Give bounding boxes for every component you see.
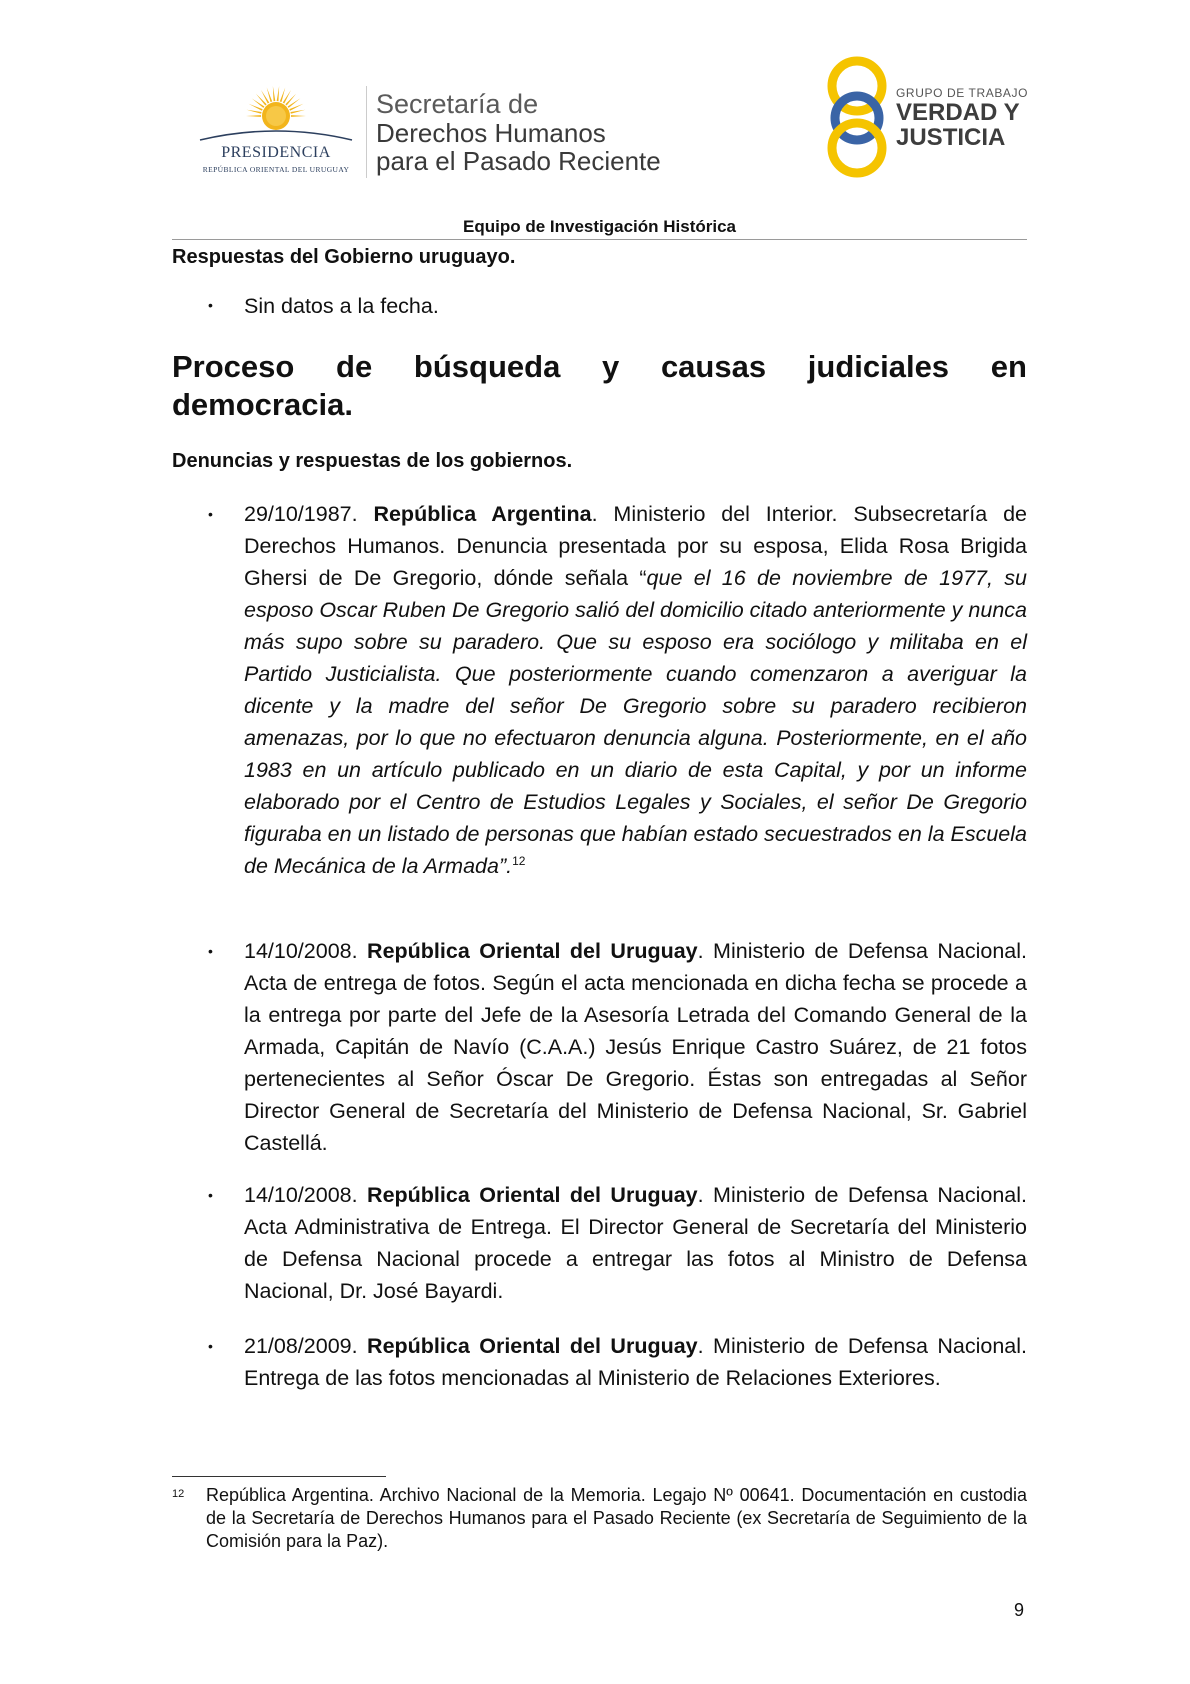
bullet-marker: • [208,1338,213,1354]
footnote-rule [172,1476,386,1477]
interlinked-rings-icon [822,56,892,178]
footnote-text: República Argentina. Archivo Nacional de la Memoria. Legajo Nº 00641. Documentación en custodia de la Secretaría de Derechos Humanos para el Pasado Reciente (ex Secretaría de Seguimiento de la Comisión para la Paz). [206,1485,1027,1551]
secretaria-line-1: Secretaría de [376,89,539,119]
item-text: . Ministerio de Defensa Nacional. Acta de entrega de fotos. Según el acta mencionada en dicha fecha se procede a la entrega por parte del Jefe de la Asesoría Letrada del Comando General de la Armada, Capitán de Navío (C.A.A.) Jesús Enrique Castro Suárez, de 21 fotos pertenecientes al Señor Óscar De Gregorio. Éstas son entregadas al Señor Director General de Secretaría del Ministerio de Defensa Nacional, Sr. Gabriel Castellá. [244,939,1027,1155]
header-divider [366,86,367,178]
list-item [244,935,1027,1159]
title-word: judiciales [807,349,950,384]
bullet-marker: • [208,506,213,522]
item-date: 29/10/1987. [244,502,358,526]
sun-ray [291,115,306,117]
title-word: de [336,349,373,384]
item-text: . Ministerio de Defensa Nacional. Acta Administrativa de Entrega. El Director General de Secretaría del Ministerio de Defensa Nacional procede a entregar las fotos al Ministro de Defensa Nacional, Dr. José Bayardi. [244,1183,1027,1303]
footnote-ref[interactable]: 12 [512,853,526,868]
gtvj-line-2: VERDAD Y [896,99,1020,126]
item-date: 14/10/2008. [244,1183,358,1207]
verdad-justicia-text [896,86,1028,150]
sun-ray [273,86,275,101]
item-country: República Oriental del Uruguay [367,1183,698,1207]
sun-ray [252,98,265,108]
header-rule [172,239,1027,240]
title-word: y [602,349,620,384]
item-quote: que el 16 de noviembre de 1977, su esposo Oscar Ruben De Gregorio salió del domicilio citado anteriormente y nunca más supo sobre su paradero. Que su esposo era sociólogo y militaba en el Partido Justicialista. Que posteriormente cuando comenzaron a averiguar la dicente y la madre del señor De Gregorio sobre su paradero recibieron amenazas, por lo que no efectuaron denuncia alguna. Posteriormente, en el año 1983 en un artículo publicado en un diario de esta Capital, y por un informe elaborado por el Centro de Estudios Legales y Sociales, el señor De Gregorio figuraba en un listado de personas que habían estado secuestrados en la Escuela de Mecánica de la Armada”. [244,566,1027,878]
bullet-marker: • [208,297,213,313]
sun-ray [246,115,261,117]
sun-ray [280,87,285,102]
footnote-number: 12 [172,1488,185,1500]
running-head: Equipo de Investigación Histórica [463,217,736,236]
sun-ray [277,86,279,101]
presidencia-logo [196,82,356,178]
sun-ray [285,94,296,106]
section-heading-denuncias: Denuncias y respuestas de los gobiernos. [172,450,573,472]
bullet-marker: • [208,1187,213,1203]
sun-emblem-icon [196,82,356,144]
secretaria-title [376,90,661,175]
list-item [244,1330,1027,1394]
list-item [244,1179,1027,1307]
list-item: Sin datos a la fecha. [244,294,439,318]
secretaria-line-2: Derechos Humanos [376,118,606,148]
bullet-marker: • [208,943,213,959]
sun-ray [247,110,262,114]
title-word: Proceso [172,349,295,384]
title-word: en [990,349,1027,384]
title-word: búsqueda [413,349,561,384]
item-text: . Ministerio de Defensa Nacional. Entrega de las fotos mencionadas al Ministerio de Relaciones Exteriores. [244,1334,1027,1390]
sun-ray [288,98,301,108]
main-title-line-2: democracia. [172,387,353,422]
item-country: República Oriental del Uruguay [367,939,698,963]
title-word: causas [660,349,767,384]
section-heading-respuestas: Respuestas del Gobierno uruguayo. [172,246,516,268]
presidencia-name: PRESIDENCIA [221,144,331,161]
sun-ray [290,110,305,114]
presidencia-subtitle: REPÚBLICA ORIENTAL DEL URUGUAY [202,165,350,174]
item-country: República Argentina [373,502,592,526]
gtvj-line-1: GRUPO DE TRABAJO [896,86,1029,100]
verdad-justicia-logo [822,56,1042,178]
item-country: República Oriental del Uruguay [367,1334,698,1358]
item-date: 21/08/2009. [244,1334,358,1358]
secretaria-line-3: para el Pasado Reciente [376,146,661,176]
main-title-line-1 [172,348,1027,386]
page-number: 9 [1014,1600,1025,1620]
sun-ray [267,87,272,102]
sun-ray [256,94,267,106]
gtvj-line-3: JUSTICIA [896,124,1006,151]
list-item [244,498,1027,882]
item-text: . Ministerio del Interior. Subsecretaría de Derechos Humanos. Denuncia presentada por su esposa, Elida Rosa Brigida Ghersi de De Gregorio, dónde señala “ [244,502,1027,590]
item-date: 14/10/2008. [244,939,358,963]
